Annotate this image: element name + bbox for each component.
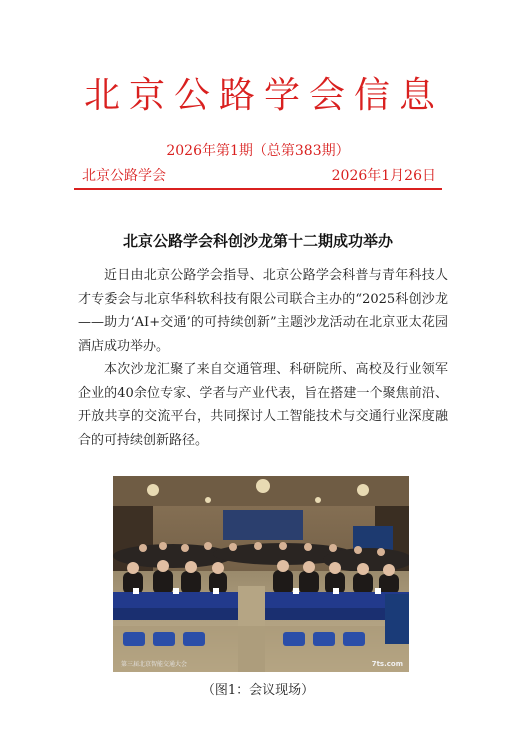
conference-photo (113, 476, 409, 672)
article-paragraph: 近日由北京公路学会指导、北京公路学会科普与青年科技人才专委会与北京华科软科技有限公司联合主办的“2025科创沙龙——助力‘AI+交通’的可持续创新”主题沙龙活动在北京亚太花园酒店成功举办。 (78, 268, 448, 354)
masthead-title: 北京公路学会信息 (83, 75, 444, 116)
photo-logo: 7ts.com (371, 660, 403, 668)
header-divider (74, 188, 442, 190)
article-paragraph: 本次沙龙汇聚了来自交通管理、科研院所、高校及行业领军企业的40余位专家、学者与产业代表，旨在搭建一个聚焦前沿、开放共享的交流平台，共同探讨人工智能技术与交通行业深度融合的可持续创新路径。 (78, 362, 448, 448)
publisher-name: 北京公路学会 (82, 168, 166, 184)
conference-photo-illustration (113, 476, 409, 672)
article-body (78, 264, 448, 452)
photo-watermark-text: 第三届北京智能交通大会 (121, 661, 188, 668)
publish-date: 2026年1月26日 (331, 168, 436, 184)
figure-caption: （图1：会议现场） (201, 683, 315, 698)
issue-number: 2026年第1期（总第383期） (166, 143, 350, 159)
article-title: 北京公路学会科创沙龙第十二期成功举办 (122, 232, 393, 250)
